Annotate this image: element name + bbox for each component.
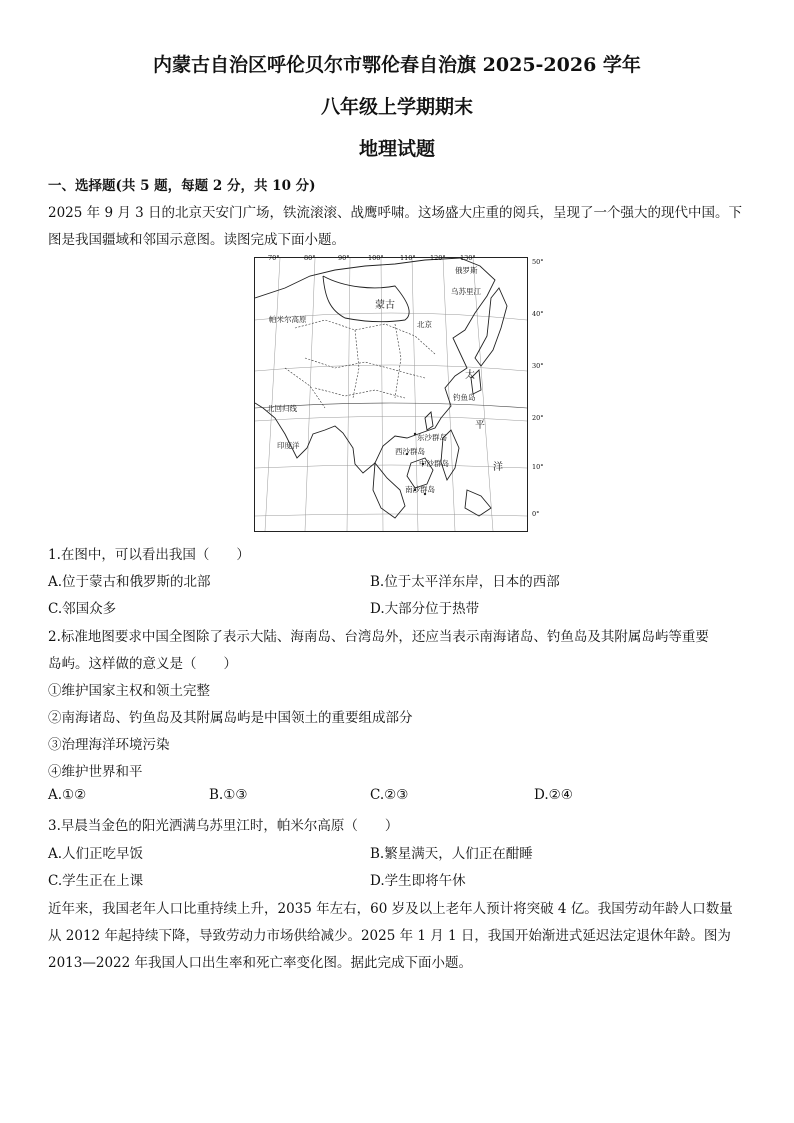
exam-title-line3: 地理试题 (358, 138, 435, 160)
passage2-line3: 2013—2022 年我国人口出生率和死亡率变化图。据此完成下面小题。 (48, 955, 473, 971)
intro-line2: 图是我国疆域和邻国示意图。读图完成下面小题。 (48, 232, 345, 248)
q3-option-a: A.人们正吃早饭 (48, 846, 144, 862)
lon-label-90: 90° (338, 254, 350, 262)
lon-label-110: 110° (400, 254, 416, 262)
lat-label-10: 10° (532, 463, 544, 471)
q3-option-b: B.繁星满天，人们正在酣睡 (370, 846, 533, 862)
q2-option-c: C.②③ (370, 787, 409, 803)
q1-stem: 1.在图中，可以看出我国（ ） (48, 547, 250, 563)
label-pacific-tai: 太 (465, 370, 475, 381)
label-diaoyu: 钓鱼岛 (453, 393, 476, 402)
label-tropic: 北回归线 (267, 404, 297, 413)
label-zhongsha: 中沙群岛 (419, 459, 449, 468)
lon-label-70: 70° (268, 254, 280, 262)
lat-label-30: 30° (532, 362, 544, 370)
passage2-line1: 近年来，我国老年人口比重持续上升，2035 年左右，60 岁及以上老年人预计将突破 4 亿。我国劳动年龄人口数量 (48, 901, 733, 917)
q2-statement-3: ③治理海洋环境污染 (48, 737, 170, 753)
section-heading: 一、选择题(共 5 题，每题 2 分，共 10 分) (48, 178, 316, 194)
label-dongsha: 东沙群岛 (417, 433, 447, 442)
q1-option-c: C.邻国众多 (48, 601, 117, 617)
label-pacific-yang: 洋 (493, 462, 503, 473)
q2-option-b: B.①③ (209, 787, 248, 803)
passage2-line2: 从 2012 年起持续下降，导致劳动力市场供给减少。2025 年 1 月 1 日，我国开始渐进式延迟法定退休年龄。图为 (48, 928, 731, 944)
label-nansha: 南沙群岛 (405, 485, 435, 494)
lat-label-20: 20° (532, 414, 544, 422)
q2-statement-4: ④维护世界和平 (48, 764, 143, 780)
label-xisha: 西沙群岛 (395, 447, 425, 456)
q2-stem-line1: 2.标准地图要求中国全图除了表示大陆、海南岛、台湾岛外，还应当表示南海诸岛、钓鱼岛及其附属岛屿等重要 (48, 629, 709, 645)
lon-label-120: 120° (430, 254, 446, 262)
q1-option-d: D.大部分位于热带 (370, 601, 480, 617)
lat-label-0: 0° (532, 510, 540, 518)
china-territory-map (254, 257, 528, 532)
exam-title-line1: 内蒙古自治区呼伦贝尔市鄂伦春自治旗 2025-2026 学年 (153, 54, 641, 76)
lon-label-80: 80° (304, 254, 316, 262)
label-russia: 俄罗斯 (455, 266, 478, 275)
label-pamir: 帕米尔高原 (269, 315, 307, 324)
q1-option-a: A.位于蒙古和俄罗斯的北部 (48, 574, 211, 590)
lon-label-100: 100° (368, 254, 384, 262)
label-wusuli-river: 乌苏里江 (451, 287, 481, 296)
lat-label-50: 50° (532, 258, 544, 266)
q2-statement-2: ②南海诸岛、钓鱼岛及其附属岛屿是中国领土的重要组成部分 (48, 710, 413, 726)
q3-option-c: C.学生正在上课 (48, 873, 144, 889)
q2-option-a: A.①② (48, 787, 87, 803)
q2-option-d: D.②④ (534, 787, 573, 803)
q1-option-b: B.位于太平洋东岸，日本的西部 (370, 574, 560, 590)
label-beijing: 北京 (417, 320, 432, 329)
exam-title-line2: 八年级上学期期末 (320, 96, 473, 118)
lat-label-40: 40° (532, 310, 544, 318)
label-pacific-ping: 平 (475, 420, 485, 431)
label-mongolia: 蒙古 (375, 300, 395, 311)
intro-line1: 2025 年 9 月 3 日的北京天安门广场，铁流滚滚、战鹰呼啸。这场盛大庄重的阅兵，呈现了一个强大的现代中国。下 (48, 205, 742, 221)
q2-statement-1: ①维护国家主权和领土完整 (48, 683, 210, 699)
q3-stem: 3.早晨当金色的阳光洒满乌苏里江时，帕米尔高原（ ） (48, 818, 399, 834)
label-indian-ocean: 印度洋 (277, 441, 300, 450)
lon-label-130: 130° (460, 254, 476, 262)
q3-option-d: D.学生即将午休 (370, 873, 466, 889)
q2-stem-line2: 岛屿。这样做的意义是（ ） (48, 656, 237, 672)
